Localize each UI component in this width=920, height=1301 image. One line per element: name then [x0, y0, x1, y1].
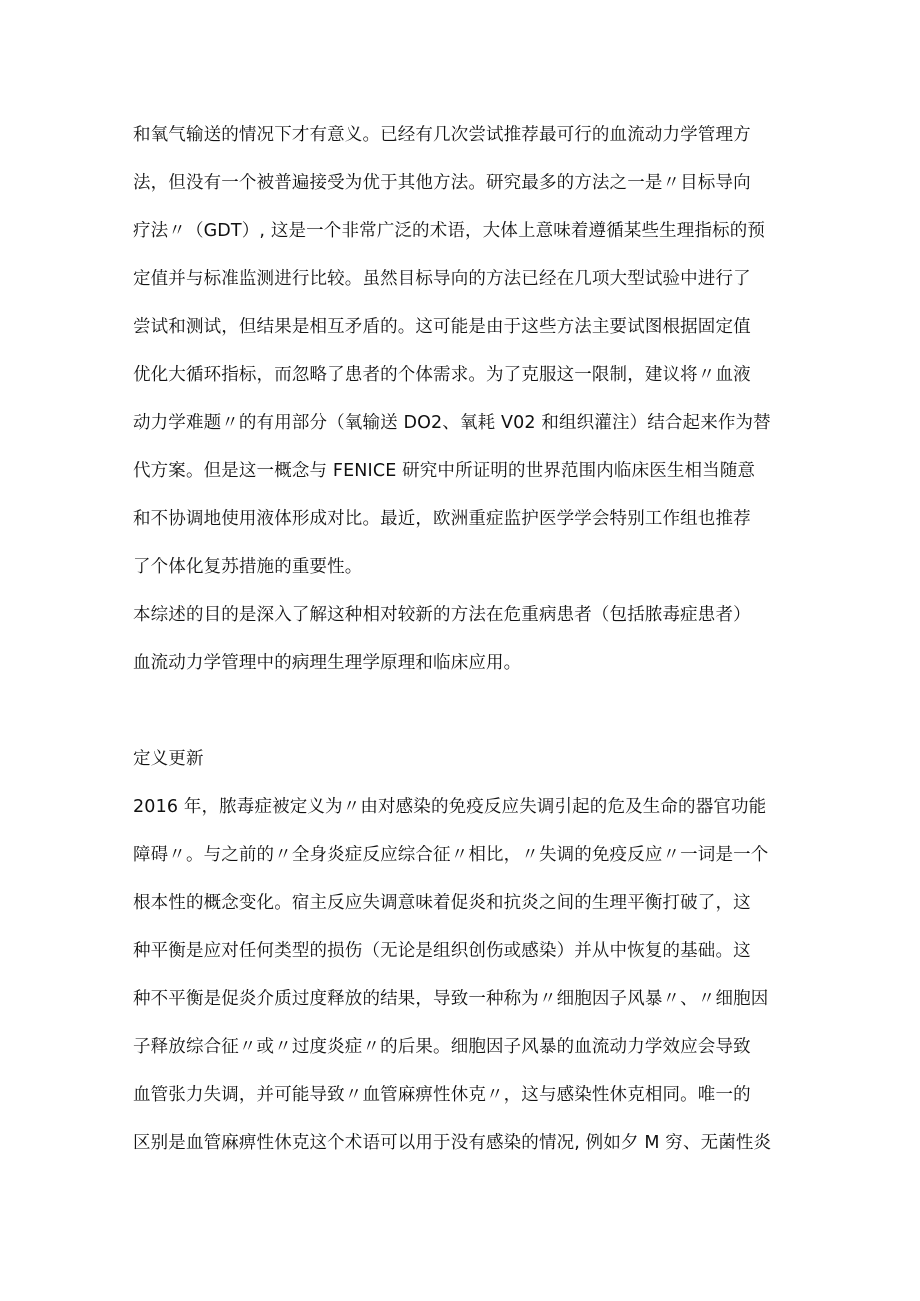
text-line: 血流动力学管理中的病理生理学原理和临床应用。: [133, 653, 522, 673]
text-line: 疗法〃（GDT）, 这是一个非常广泛的术语，大体上意味着遵循某些生理指标的预: [133, 221, 766, 241]
text-line: 障碍〃。与之前的〃全身炎症反应综合征〃相比，〃失调的免疫反应〃一词是一个: [133, 845, 769, 865]
section-heading-text: 定义更新: [133, 749, 204, 769]
text-line: 动力学难题〃的有用部分（氧输送 DO2、氧耗 V02 和组织灌注）结合起来作为替: [133, 413, 771, 433]
text-line: 代方案。但是这一概念与 FENICE 研究中所证明的世界范围内临床医生相当随意: [133, 461, 756, 481]
text-line: 血管张力失调，并可能导致〃血管麻痹性休克〃，这与感染性休克相同。唯一的: [133, 1085, 751, 1105]
text-line: 2016 年，脓毒症被定义为〃由对感染的免疫反应失调引起的危及生命的器官功能: [133, 797, 767, 817]
text-line: 区别是血管麻痹性休克这个术语可以用于没有感染的情况, 例如夕 M 穷、无菌性炎: [133, 1133, 772, 1153]
text-line: 子释放综合征〃或〃过度炎症〃的后果。细胞因子风暴的血流动力学效应会导致: [133, 1037, 751, 1057]
paragraph-sepsis-definition: [133, 783, 793, 1167]
text-line: 了个体化复苏措施的重要性。: [133, 557, 363, 577]
paragraph-review-purpose: [133, 591, 793, 687]
text-line: 尝试和测试，但结果是相互矛盾的。这可能是由于这些方法主要试图根据固定值: [133, 317, 751, 337]
text-line: 定值并与标准监测进行比较。虽然目标导向的方法已经在几项大型试验中进行了: [133, 269, 751, 289]
section-heading: [133, 735, 793, 783]
text-line: 种平衡是应对任何类型的损伤（无论是组织创伤或感染）并从中恢复的基础。这: [133, 941, 751, 961]
text-line: 优化大循环指标，而忽略了患者的个体需求。为了克服这一限制，建议将〃血液: [133, 365, 751, 385]
paragraph-hemodynamic-methods: [133, 111, 793, 591]
text-line: 本综述的目的是深入了解这种相对较新的方法在危重病患者（包括脓毒症患者）: [133, 605, 751, 625]
text-line: 根本性的概念变化。宿主反应失调意味着促炎和抗炎之间的生理平衡打破了，这: [133, 893, 751, 913]
text-line: 和氧气输送的情况下才有意义。已经有几次尝试推荐最可行的血流动力学管理方: [133, 125, 751, 145]
text-line: 法，但没有一个被普遍接受为优于其他方法。研究最多的方法之一是〃目标导向: [133, 173, 751, 193]
text-line: 种不平衡是促炎介质过度释放的结果，导致一种称为〃细胞因子风暴〃、〃细胞因: [133, 989, 769, 1009]
text-line: 和不协调地使用液体形成对比。最近，欧洲重症监护医学学会特别工作组也推荐: [133, 509, 751, 529]
